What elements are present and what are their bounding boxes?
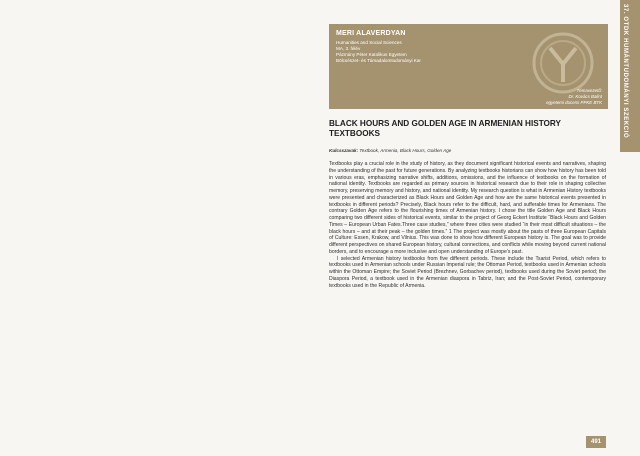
- author-header-box: [329, 24, 608, 109]
- section-side-tab: [620, 0, 640, 152]
- supervisor-label: Témavezető:: [576, 88, 602, 93]
- body-paragraph: Textbooks play a crucial role in the study of history, as they document significant historical events and narratives, shaping the understanding of the past for future generations. By analyzing textbooks historians can show how history has been told in various eras, emphasizing narrative shifts, additions, omissions, and the influence of textbooks on the formation of national identity. Textbooks are regarded as primary sources in historical research due to their role in shaping collective memory, preserving memory and history, and national identity. My research question is what in Armenian History textbooks were presented and characterized as Black Hours and Golden Age and how are the same historical events presented in textbooks in different periods? Precisely, Black hours refer to the difficult, hard, and sufferable times for Armenians. The contrary Golden Age refers to the flourishing times of Armenian history. I chose the title Golden Age and Black Hours comparing two different sides of historical events, similar to the project of Georg Eckert Institute “Black Hours and Golden Times – European Urban Fates.Three case studies,” where three cities were studied “in their most difficult situations – the black hours – and at their peak – the golden times.” 1 The project was mostly about the pasts of three European Capitals of Culture: Essen, Krakow, and Vilnius. This was done to show how different European history is. The goal was to provide different perspectives on shared European history, cultural connections, and conflicts while moving beyond current national borders, and to encourage a more inclusive and open understanding of Europe’s past.: [329, 161, 606, 255]
- body-text: [329, 161, 606, 289]
- affiliation-line: Bölcsészet- és Társadalomtudományi Kar: [336, 58, 421, 63]
- affiliation-line: MA, 3. félév: [336, 46, 361, 51]
- author-name: MERI ALAVERDYAN: [336, 30, 406, 37]
- article-title: BLACK HOURS AND GOLDEN AGE IN ARMENIAN HISTORY TEXTBOOKS: [329, 119, 561, 138]
- keywords-label: Kulcsszavak:: [329, 148, 359, 153]
- keywords-text: Textbook, Armenia, Black Hours, Golden Age: [359, 148, 452, 153]
- supervisor-name: Dr. Kovács Balint: [568, 94, 602, 99]
- body-paragraph: I selected Armenian history textbooks from five different periods. These include the Tsarist Period, which refers to textbooks used in Armenian schools under Russian Imperial rule; the Ottoman Period, textbooks used in Armenian schools within the Ottoman Empire; the Soviet Period (Brezhnev, Gorbachev period), textbooks used during the Soviet period; the Diaspora Period, a textbook used in the Armenian diaspora in Tabriz, Iran; and the Post-Soviet Period, contemporary textbooks used in the Republic of Armenia.: [329, 255, 606, 289]
- keywords-line: [329, 148, 599, 153]
- supervisor-role: egyetemi docens PPKE BTK: [546, 100, 602, 105]
- section-tab-label: 37. OTDK HUMÁNTUDOMÁNYI SZEKCIÓ: [622, 4, 628, 139]
- affiliation-line: Pázmány Péter Katolikus Egyetem: [336, 52, 407, 57]
- page-number: 491: [586, 436, 606, 448]
- logo-watermark-icon: [532, 32, 594, 94]
- affiliation-line: Humanities and Social Sciences: [336, 40, 402, 45]
